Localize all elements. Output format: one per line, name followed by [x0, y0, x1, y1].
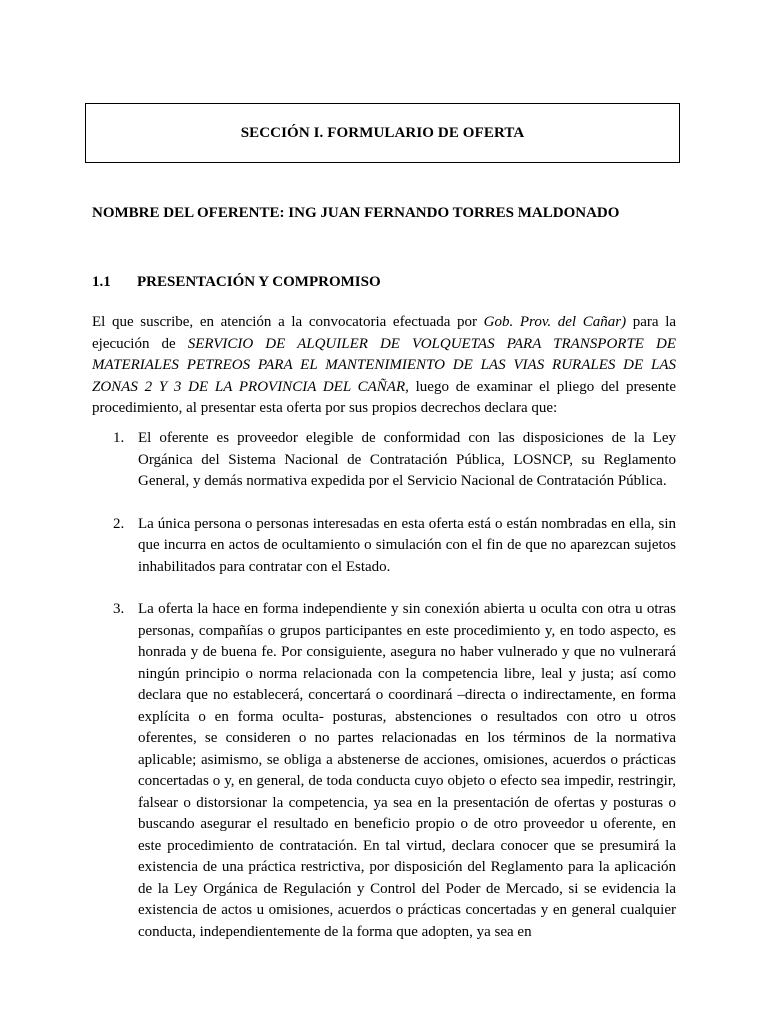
section-heading	[92, 274, 381, 291]
intro-entity: Gob. Prov. del Cañar)	[483, 314, 627, 330]
intro-text-1: El que suscribe, en atención a la convocatoria efectuada por	[92, 314, 484, 330]
intro-text-3: luego de examinar el pliego del presente procedimiento, al presentar esta oferta por sus propios decrechos declara que:	[92, 378, 676, 416]
section-title: SECCIÓN I. FORMULARIO DE OFERTA	[240, 124, 525, 141]
list-item-number: 2.	[113, 515, 125, 532]
section-title-box	[85, 103, 680, 163]
section-heading-text: PRESENTACIÓN Y COMPROMISO	[137, 274, 381, 290]
bidder-name-line: NOMBRE DEL OFERENTE: ING JUAN FERNANDO TORRES MALDONADO	[92, 205, 620, 221]
list-item-text: La única persona o personas interesadas en esta oferta está o están nombradas en ella, sin que incurra en actos de ocultamiento o simulación con el fin de que no aparezcan sujetos inhabilitados para contratar con el Estado.	[138, 515, 676, 575]
list-item-number: 1.	[113, 430, 125, 446]
list-item	[92, 514, 676, 579]
intro-text-2: para la ejecución de	[92, 314, 677, 352]
intro-object: SERVICIO DE ALQUILER DE VOLQUETAS PARA TRANSPORTE DE MATERIALES PETREOS PARA EL MANTENIMIENTO DE LAS VIAS RURALES DE LAS ZONAS 2 Y 3 DE LA PROVINCIA DEL CAÑAR,	[92, 335, 677, 395]
list-item-text: El oferente es proveedor elegible de conformidad con las disposiciones de la Ley Orgánica del Sistema Nacional de Contratación Pública, LOSNCP, su Reglamento General, y demás normativa expedida por el Servicio Nacional de Contratación Pública.	[138, 430, 676, 489]
intro-paragraph	[92, 312, 676, 420]
list-item-text: La oferta la hace en forma independiente y sin conexión abierta u oculta con otra u otras personas, compañías o grupos participantes en este procedimiento y, en todo aspecto, es honrada y de buena fe. Por consiguiente, asegura no haber vulnerado y que no vulnerará ningún principio o norma relacionada con la competencia libre, leal y justa; así como declara que no establecerá, concertará o coordinará –directa o indirectamente, en forma explícita o en forma oculta- posturas, abstenciones o resultados con otro u otros oferentes, se consideren o no partes relacionadas en los términos de la normativa aplicable; asimismo, se obliga a abstenerse de acciones, omisiones, acuerdos o prácticas concertadas o y, en general, de toda conducta cuyo objeto o efecto sea impedir, restringir, falsear o distorsionar la competencia, ya sea en la presentación de ofertas y posturas o buscando asegurar el resultado en beneficio propio o de otro proveedor u oferente, en este procedimiento de contratación. En tal virtud, declara conocer que se presumirá la existencia de una práctica restrictiva, por disposición del Reglamento para la aplicación de la Ley Orgánica de Regulación y Control del Poder de Mercado, si se evidencia la existencia de actos u omisiones, acuerdos o prácticas concertadas y en general cualquier conducta, independientemente de la forma que adopten, ya sea en	[138, 601, 676, 940]
declaration-list	[92, 428, 676, 964]
list-item	[92, 428, 676, 493]
list-item	[92, 599, 676, 943]
section-number: 1.1	[92, 274, 111, 290]
list-item-number: 3.	[113, 601, 125, 617]
